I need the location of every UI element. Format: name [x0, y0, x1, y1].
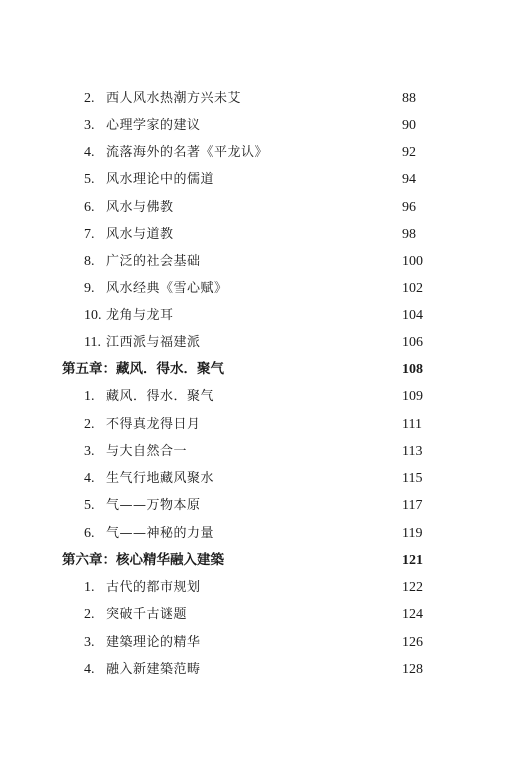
- entry-page: 111: [402, 417, 422, 432]
- entry-number: 6.: [84, 526, 95, 541]
- entry-title: 不得真龙得日月: [106, 417, 201, 432]
- entry-number: 8.: [84, 254, 95, 269]
- entry-number: 10.: [84, 308, 102, 323]
- toc-entry: [0, 629, 519, 656]
- entry-number: 2.: [84, 91, 95, 106]
- entry-title: 广泛的社会基础: [106, 254, 201, 269]
- entry-page: 119: [402, 526, 423, 541]
- entry-page: 90: [402, 118, 416, 133]
- entry-page: 100: [402, 254, 423, 269]
- entry-page: 109: [402, 389, 423, 404]
- toc-entry: [0, 194, 519, 221]
- entry-number: 6.: [84, 200, 95, 215]
- entry-page: 92: [402, 145, 416, 160]
- entry-number: 3.: [84, 635, 95, 650]
- entry-number: 2.: [84, 417, 95, 432]
- toc-entry: [0, 139, 519, 166]
- toc-entry: [0, 221, 519, 248]
- entry-number: 2.: [84, 607, 95, 622]
- entry-title: 心理学家的建议: [106, 118, 201, 133]
- toc-entry: [0, 112, 519, 139]
- entry-number: 3.: [84, 118, 95, 133]
- entry-page: 115: [402, 471, 423, 486]
- entry-page: 104: [402, 308, 423, 323]
- entry-page: 128: [402, 662, 423, 677]
- toc-entry: [0, 248, 519, 275]
- entry-title: 流落海外的名著《平龙认》: [106, 145, 269, 160]
- entry-number: 11.: [84, 335, 101, 350]
- entry-title: 风水与道教: [106, 227, 174, 242]
- entry-number: 1.: [84, 580, 95, 595]
- entry-title: 西人风水热潮方兴未艾: [106, 91, 242, 106]
- toc-entry: [0, 520, 519, 547]
- entry-title: 古代的都市规划: [106, 580, 201, 595]
- toc-entry: [0, 85, 519, 112]
- entry-page: 122: [402, 580, 423, 595]
- toc-entry: [0, 411, 519, 438]
- entry-title: 龙角与龙耳: [106, 308, 174, 323]
- entry-number: 9.: [84, 281, 95, 296]
- entry-title: 藏风．得水．聚气: [106, 389, 215, 404]
- entry-number: 3.: [84, 444, 95, 459]
- entry-page: 113: [402, 444, 423, 459]
- entry-number: 7.: [84, 227, 95, 242]
- entry-page: 96: [402, 200, 416, 215]
- chapter-page: 121: [402, 553, 423, 568]
- entry-title: 风水经典《雪心赋》: [106, 281, 228, 296]
- toc-entry: [0, 601, 519, 628]
- entry-number: 1.: [84, 389, 95, 404]
- entry-title: 风水理论中的儒道: [106, 172, 215, 187]
- toc-entry: [0, 275, 519, 302]
- entry-page: 98: [402, 227, 416, 242]
- entry-title: 建築理论的精华: [106, 635, 201, 650]
- entry-page: 106: [402, 335, 423, 350]
- toc-entry: [0, 166, 519, 193]
- entry-number: 5.: [84, 172, 95, 187]
- entry-title: 融入新建築范畴: [106, 662, 201, 677]
- chapter-title: 第六章：核心精华融入建築: [62, 552, 224, 568]
- toc-entry: [0, 574, 519, 601]
- entry-page: 102: [402, 281, 423, 296]
- entry-title: 突破千古谜题: [106, 607, 188, 622]
- entry-title: 与大自然合一: [106, 444, 188, 459]
- toc-entry: [0, 302, 519, 329]
- chapter-heading: [0, 356, 519, 383]
- toc-entry: [0, 383, 519, 410]
- toc-entry: [0, 656, 519, 683]
- entry-page: 124: [402, 607, 423, 622]
- entry-page: 94: [402, 172, 416, 187]
- toc-entry: [0, 492, 519, 519]
- entry-page: 117: [402, 498, 423, 513]
- entry-title: 风水与佛教: [106, 200, 174, 215]
- entry-number: 5.: [84, 498, 95, 513]
- chapter-page: 108: [402, 362, 423, 377]
- toc-entry: [0, 329, 519, 356]
- entry-number: 4.: [84, 145, 95, 160]
- entry-number: 4.: [84, 662, 95, 677]
- entry-title: 生气行地藏风聚水: [106, 471, 215, 486]
- toc-entry: [0, 438, 519, 465]
- toc-entry: [0, 465, 519, 492]
- entry-page: 126: [402, 635, 423, 650]
- entry-title: 气——神秘的力量: [106, 526, 215, 541]
- chapter-heading: [0, 547, 519, 574]
- entry-title: 江西派与福建派: [106, 335, 201, 350]
- chapter-title: 第五章：藏风．得水．聚气: [62, 361, 224, 377]
- entry-number: 4.: [84, 471, 95, 486]
- entry-page: 88: [402, 91, 416, 106]
- entry-title: 气——万物本原: [106, 498, 201, 513]
